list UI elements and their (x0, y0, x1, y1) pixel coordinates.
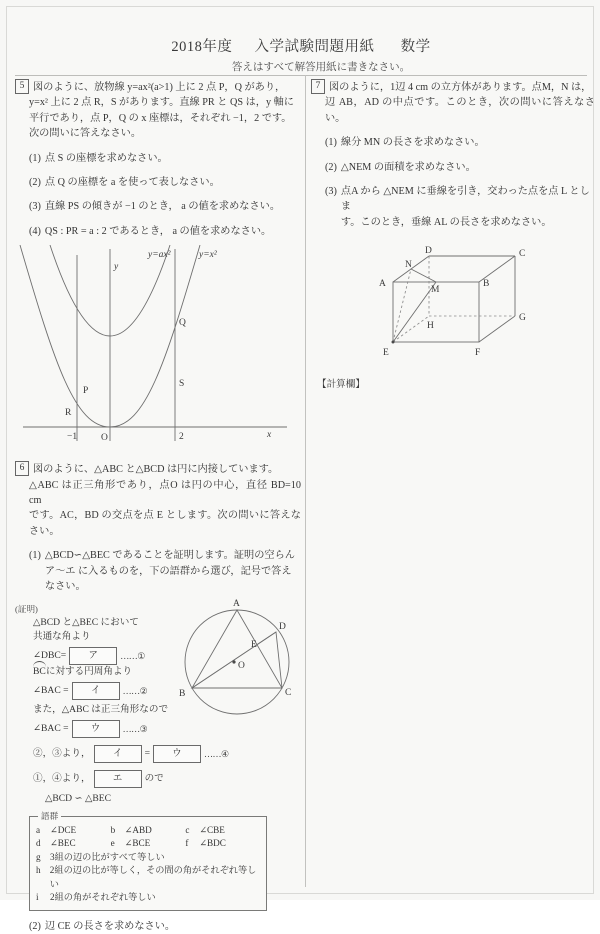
header-year: 2018年度 (171, 39, 233, 55)
cube-label-A: A (379, 279, 386, 290)
problem-5-q2 (15, 175, 301, 190)
calculation-area-label: 【計算欄】 (317, 379, 365, 391)
problem-7-stem-line1: 図のように，1辺 4 cm の立方体があります。点M，N は， (329, 82, 592, 93)
bank-text-a: ∠DCE (50, 824, 77, 835)
edge-EH-hidden (393, 316, 429, 342)
problem-5-stem (15, 79, 301, 142)
problem-5-q3 (15, 199, 301, 214)
answer-box-u[interactable]: ウ (72, 720, 120, 738)
problem-7-q1-text: 線分 MN の長さを求めなさい。 (340, 137, 485, 149)
problem-6-q1-line1: △BCD∽△BEC であることを証明します。証明の空らん (44, 550, 295, 562)
bank-text-f: ∠BDC (199, 838, 226, 849)
parabola-graph (15, 245, 301, 457)
problem-6-q1-line2: ア〜エ に入るものを，下の語群から選び，記号で答えなさい。 (44, 565, 292, 593)
vertex-point-E (392, 341, 395, 344)
proof-eq-number-2: ……② (122, 685, 148, 696)
problem-6-stem-line2: △ABC は正三角形であり，点O は円の中心，直径 BD=10 cm (29, 479, 301, 507)
cube-label-M: M (431, 285, 440, 296)
proof-step-5-post: ので (144, 772, 164, 784)
problem-5-q4 (15, 224, 301, 239)
problem-6-stem-line1: 図のように、△ABC と△BCD は円に内接しています。 (33, 464, 279, 476)
answer-box-a[interactable]: ア (69, 647, 117, 665)
vertex-label-C: C (285, 687, 292, 698)
bank-key-f: f (185, 838, 189, 849)
bank-text-i: 2組の角がそれぞれ等しい (50, 892, 156, 903)
proof-line-2: 共通な角より (33, 630, 91, 642)
header-instruction: 答えはすべて解答用紙に書きなさい。 (231, 62, 411, 73)
problem-6-q2-label: (2) (29, 921, 41, 933)
triangle-ABC (192, 610, 282, 688)
proof-step-3-lhs: ∠BAC = (33, 722, 69, 734)
tick-label-2: 2 (179, 432, 184, 443)
bank-key-g: g (36, 851, 41, 862)
cube-figure (311, 242, 595, 362)
proof-step-1-lhs: ∠DBC= (33, 649, 67, 661)
point-label-R: R (65, 408, 72, 419)
bank-key-h: h (36, 865, 41, 876)
bank-item-c[interactable] (185, 824, 260, 838)
paper-sheet (6, 6, 595, 933)
header-divider (15, 75, 587, 76)
problem-6-q1-label: (1) (29, 550, 41, 562)
edge-FG (479, 316, 515, 342)
page-header (7, 35, 595, 56)
point-label-S: S (179, 379, 185, 390)
bank-item-a[interactable] (36, 824, 111, 838)
problem-5-q3-text: 直線 PS の傾きが −1 のとき， a の値を求めなさい。 (44, 201, 281, 213)
problem-6-q2 (15, 919, 301, 934)
proof-step-5 (15, 770, 301, 788)
problem-5-q1-text: 点 S の座標を求めなさい。 (44, 152, 168, 164)
proof-line-4-text: に対する円周角より (45, 665, 133, 677)
bank-item-d[interactable] (36, 837, 111, 851)
proof-step-4-pre: ②，③より， (33, 747, 91, 759)
header-subject: 数学 (400, 39, 431, 55)
problem-6-stem-line3: です。AC，BD の交点を点 E とします。次の問いに答えなさい。 (29, 510, 301, 537)
problem-5-q4-text: QS : PR = a : 2 であるとき， a の値を求めなさい。 (44, 225, 272, 237)
problem-5-stem-line1: 図のように、放物線 y=ax²(a>1) 上に 2 点 P，Q があり， (33, 82, 286, 93)
problem-7-q3-label: (3) (325, 186, 337, 198)
proof-eq-number-1: ……① (120, 650, 145, 661)
bank-key-a: a (36, 824, 41, 835)
proof-line-4-arc-text: BC (33, 665, 46, 677)
origin-label: O (101, 433, 108, 444)
bank-item-i[interactable] (36, 891, 260, 905)
problem-6-q2-text: 辺 CE の長さを求めなさい。 (44, 921, 176, 933)
problem-5-q1 (15, 151, 301, 166)
problem-5-q3-label: (3) (29, 201, 41, 213)
problem-6-stem (15, 461, 301, 539)
bank-text-d: ∠BEC (50, 838, 76, 849)
bank-text-h: 2組の辺の比が等しく，その間の角がそれぞれ等しい (49, 865, 257, 889)
y-axis-label: y (114, 262, 119, 273)
curve-label-x2: y=x² (199, 250, 217, 261)
bank-key-e: e (110, 838, 115, 849)
center-point-O (232, 660, 235, 663)
bank-text-g: 3組の辺の比がすべて等しい (50, 851, 165, 862)
segment-NM (411, 269, 436, 282)
problem-6 (15, 461, 301, 934)
problem-5-q2-label: (2) (29, 177, 41, 189)
bank-item-h[interactable] (36, 864, 260, 891)
segment-EM (393, 282, 436, 342)
bank-key-d: d (36, 838, 41, 849)
problem-7-q3-line2: す。このとき，垂線 AL の長さを求めなさい。 (340, 216, 552, 228)
bank-text-e: ∠BCE (124, 838, 151, 849)
curve-label-ax2: y=ax² (148, 250, 171, 261)
bank-item-e[interactable] (111, 837, 186, 851)
problem-7-q1 (311, 135, 595, 150)
bank-item-g[interactable] (36, 851, 260, 865)
proof-eq-number-3: ……③ (122, 723, 148, 734)
problem-7 (311, 79, 595, 390)
proof-step-5-pre: ①，④より， (33, 772, 91, 784)
problem-7-q2-label: (2) (325, 161, 337, 173)
answer-box-e[interactable]: エ (94, 770, 142, 788)
problem-5-number: 5 (15, 79, 29, 94)
proof-line-1: △BCD と△BEC において (33, 616, 139, 628)
problem-7-stem-line2: 辺 AB，AD の中点です。このとき，次の問いに答えなさい。 (325, 97, 595, 124)
tick-label-neg1: −1 (67, 432, 78, 443)
proof-conclusion: △BCD ∽ △BEC (45, 792, 111, 804)
x-axis-label: x (267, 430, 272, 441)
cube-label-B: B (483, 279, 490, 290)
problem-6-number: 6 (15, 461, 29, 476)
bank-key-b: b (110, 824, 116, 835)
proof-step-4-eq: = (144, 747, 150, 759)
problem-7-q3-line1: 点A から △NEM に垂線を引き，交わった点を点 L としま (340, 186, 590, 213)
cube-label-G: G (519, 313, 526, 324)
answer-box-i[interactable]: イ (72, 682, 120, 700)
problem-5-stem-line2: y=x² 上に 2 点 R，S があります。直線 PR と QS は，y 軸に (29, 97, 294, 109)
problem-7-q1-label: (1) (325, 137, 337, 149)
vertex-label-A: A (233, 598, 240, 609)
vertex-label-B: B (179, 688, 186, 699)
cube-label-E: E (383, 348, 389, 359)
problem-5 (15, 79, 301, 457)
problem-7-number: 7 (311, 79, 325, 94)
circle-outline (185, 610, 292, 714)
center-label-O: O (238, 660, 245, 671)
cube-label-F: F (475, 348, 481, 359)
problem-7-q2-text: △NEM の面積を求めなさい。 (340, 161, 476, 173)
point-label-P: P (83, 386, 89, 397)
answer-box-i-2[interactable]: イ (94, 745, 142, 763)
cube-label-H: H (427, 321, 434, 332)
bank-key-i: i (36, 892, 39, 903)
cube-label-C: C (519, 249, 526, 260)
bank-item-b[interactable] (111, 824, 186, 838)
vertex-label-D: D (279, 621, 286, 632)
proof-caption: (証明) (15, 603, 38, 614)
diameter-BD (192, 632, 276, 688)
arc-BC (33, 665, 46, 679)
problem-7-q2 (311, 160, 595, 175)
problem-5-q1-label: (1) (29, 152, 41, 164)
right-column (311, 79, 595, 390)
word-bank-row-1 (36, 824, 260, 838)
problem-5-stem-line3: 平行であり，点 P，Q の x 座標は，それぞれ −1，2 です。 (29, 112, 292, 124)
point-label-Q: Q (179, 318, 186, 329)
problem-5-q2-text: 点 Q の座標を a を使って表しなさい。 (44, 177, 220, 189)
problem-6-q1 (15, 548, 301, 594)
proof-step-2-lhs: ∠BAC = (33, 684, 69, 696)
proof-eq-number-4: ……④ (203, 748, 229, 759)
word-bank-caption: 語群 (38, 810, 61, 824)
cube-label-N: N (405, 260, 412, 271)
word-bank (29, 810, 267, 912)
word-bank-row-2 (36, 837, 260, 851)
answer-box-u-2[interactable]: ウ (153, 745, 201, 763)
header-title: 入学試験問題用紙 (254, 39, 375, 55)
problem-7-stem (311, 79, 595, 126)
left-column (15, 79, 301, 934)
bank-text-c: ∠CBE (199, 824, 225, 835)
circle-figure (175, 596, 303, 724)
vertex-label-E: E (251, 639, 257, 650)
bank-item-f[interactable] (185, 837, 260, 851)
problem-5-q4-label: (4) (29, 225, 41, 237)
triangle-BCD (192, 632, 282, 688)
problem-5-stem-line4: 次の問いに答えなさい。 (29, 128, 142, 140)
bank-key-c: c (185, 824, 190, 835)
problem-7-q3 (311, 184, 595, 230)
proof-line-6: また，△ABC は正三角形なので (33, 703, 169, 715)
bank-text-b: ∠ABD (124, 824, 152, 835)
column-divider (305, 75, 306, 887)
cube-label-D: D (425, 246, 432, 257)
proof-step-4 (15, 745, 301, 763)
